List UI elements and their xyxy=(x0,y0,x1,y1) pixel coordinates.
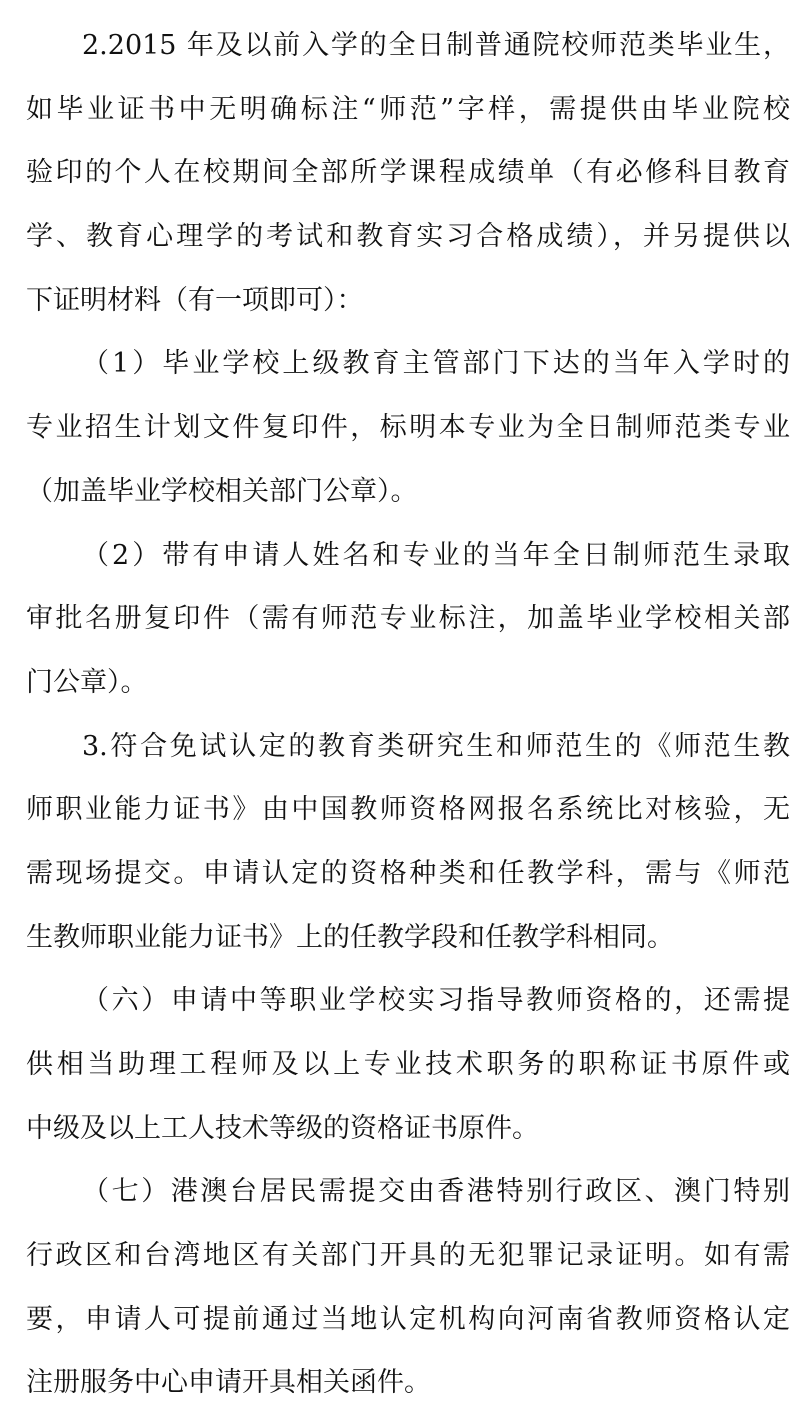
text-line: 中级及以上工人技术等级的资格证书原件。 xyxy=(26,1112,539,1144)
text-line: 行政区和台湾地区有关部门开具的无犯罪记录证明。如有需 xyxy=(26,1240,790,1272)
text-line: 注册服务中心申请开具相关函件。 xyxy=(26,1367,431,1399)
text-line: 需现场提交。申请认定的资格种类和任教学科，需与《师范 xyxy=(26,857,790,889)
text-line: 下证明材料（有一项即可）： xyxy=(26,284,364,316)
text-line: （加盖毕业学校相关部门公章）。 xyxy=(26,475,418,507)
text-line: 验印的个人在校期间全部所学课程成绩单（有必修科目教育 xyxy=(26,157,790,189)
text-line: （1）毕业学校上级教育主管部门下达的当年入学时的 xyxy=(82,348,790,380)
text-line: （六）申请中等职业学校实习指导教师资格的，还需提 xyxy=(82,985,790,1017)
paragraph-exempt-certification xyxy=(26,715,790,970)
text-line: 专业招生计划文件复印件，标明本专业为全日制师范类专业 xyxy=(26,412,790,444)
text-line: 要，申请人可提前通过当地认定机构向河南省教师资格认定 xyxy=(26,1303,790,1335)
text-line: 审批名册复印件（需有师范专业标注，加盖毕业学校相关部 xyxy=(26,603,790,635)
text-line: 师职业能力证书》由中国教师资格网报名系统比对核验，无 xyxy=(26,794,790,826)
paragraph-item-2 xyxy=(26,524,790,715)
text-line: 供相当助理工程师及以上专业技术职务的职称证书原件或 xyxy=(26,1049,790,1080)
text-line: （七）港澳台居民需提交由香港特别行政区、澳门特别 xyxy=(82,1176,790,1208)
text-line: 门公章）。 xyxy=(26,666,148,698)
text-line: 2.2015 年及以前入学的全日制普通院校师范类毕业生， xyxy=(82,30,790,61)
text-line: 如毕业证书中无明确标注“师范”字样，需提供由毕业院校 xyxy=(26,93,790,125)
paragraph-vocational-instructor xyxy=(26,969,790,1160)
text-line: 3.符合免试认定的教育类研究生和师范生的《师范生教 xyxy=(82,730,790,762)
text-line: 生教师职业能力证书》上的任教学段和任教学科相同。 xyxy=(26,921,674,953)
text-line: （2）带有申请人姓名和专业的当年全日制师范生录取 xyxy=(82,539,790,571)
paragraph-hk-macao-taiwan-residents xyxy=(26,1160,790,1415)
paragraph-item-1 xyxy=(26,332,790,523)
paragraph-graduates-before-2015 xyxy=(26,14,790,332)
text-line: 学、教育心理学的考试和教育实习合格成绩），并另提供以 xyxy=(26,221,790,253)
document-page xyxy=(26,14,790,1415)
